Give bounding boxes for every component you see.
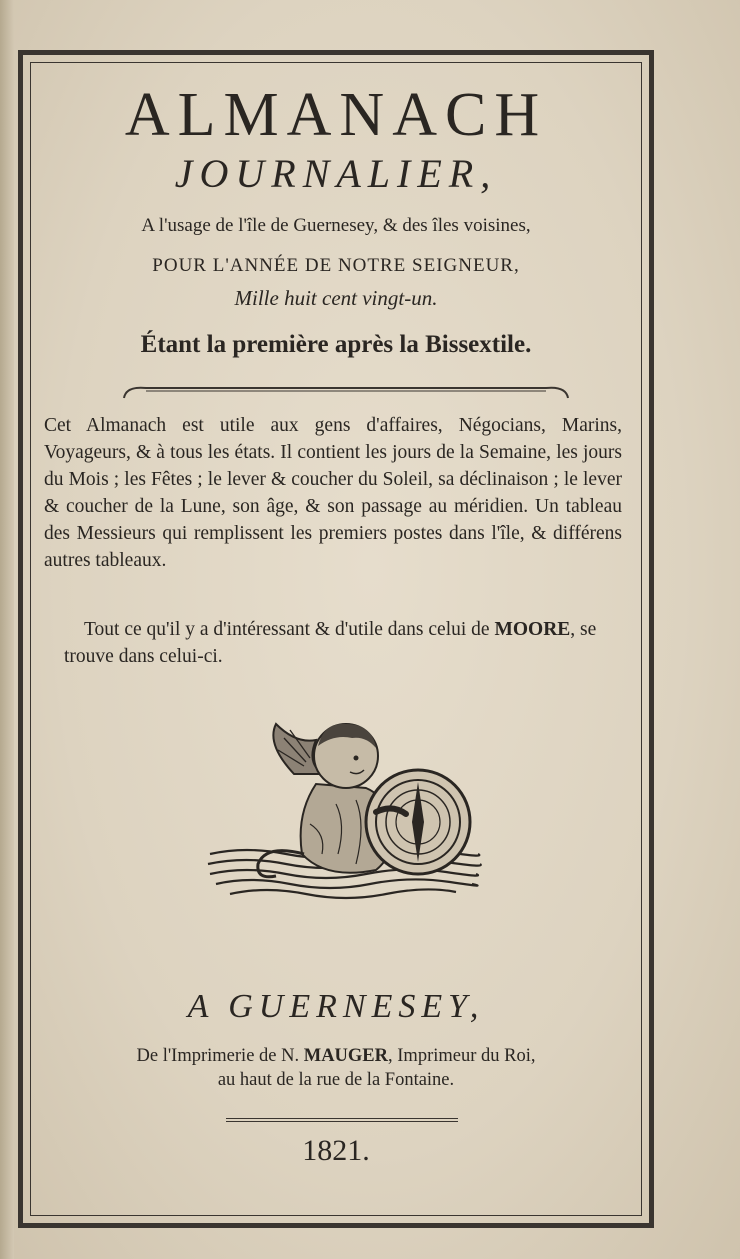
year-in-words: Mille huit cent vingt-un. xyxy=(234,286,438,310)
printer-line xyxy=(34,1044,638,1068)
publication-date: 1821. xyxy=(302,1134,370,1167)
year-heading: POUR L'ANNÉE DE NOTRE SEIGNEUR, xyxy=(152,255,520,276)
usage-line: A l'usage de l'île de Guernesey, & des îles voisines, xyxy=(141,215,531,236)
book-spine-edge xyxy=(0,0,14,1259)
printer-name: MAUGER xyxy=(303,1046,389,1066)
title-page-content xyxy=(34,66,638,1212)
ornamental-rule-icon xyxy=(118,382,574,402)
printer-prefix: De l'Imprimerie de N. xyxy=(136,1046,300,1066)
cherub-with-compass-icon xyxy=(206,704,482,914)
almanac-title: ALMANACH xyxy=(124,81,548,149)
leap-year-note: Étant la première après la Bissextile. xyxy=(140,331,532,358)
double-rule-divider xyxy=(226,1118,458,1122)
note-lead: Tout ce qu'il y a d'intéressant & d'utile dans celui de xyxy=(84,619,490,640)
almanac-subtitle: JOURNALIER, xyxy=(174,151,498,196)
moore-note xyxy=(64,616,616,670)
almanac-description: Cet Almanach est utile aux gens d'affaires, Négocians, Marins, Voyageurs, & à tous les états. Il contient les jours de la Semaine, les jours du Mois ; les Fêtes ; le lever & coucher du Soleil, sa déclinaison ; le lever & coucher de la Lune, son âge, & son passage au méridien. Un tableau des Messieurs qui remplissent les premiers postes dans l'île, & différens autres tableaux. xyxy=(44,415,622,571)
printer-address: au haut de la rue de la Fontaine. xyxy=(217,1070,455,1090)
note-name: MOORE xyxy=(494,619,571,640)
note-tail: , se trouve dans celui-ci. xyxy=(64,619,597,667)
printer-block xyxy=(34,1044,638,1092)
printer-suffix: , Imprimeur du Roi, xyxy=(388,1046,536,1066)
imprint-place: A GUERNESEY, xyxy=(187,988,485,1025)
